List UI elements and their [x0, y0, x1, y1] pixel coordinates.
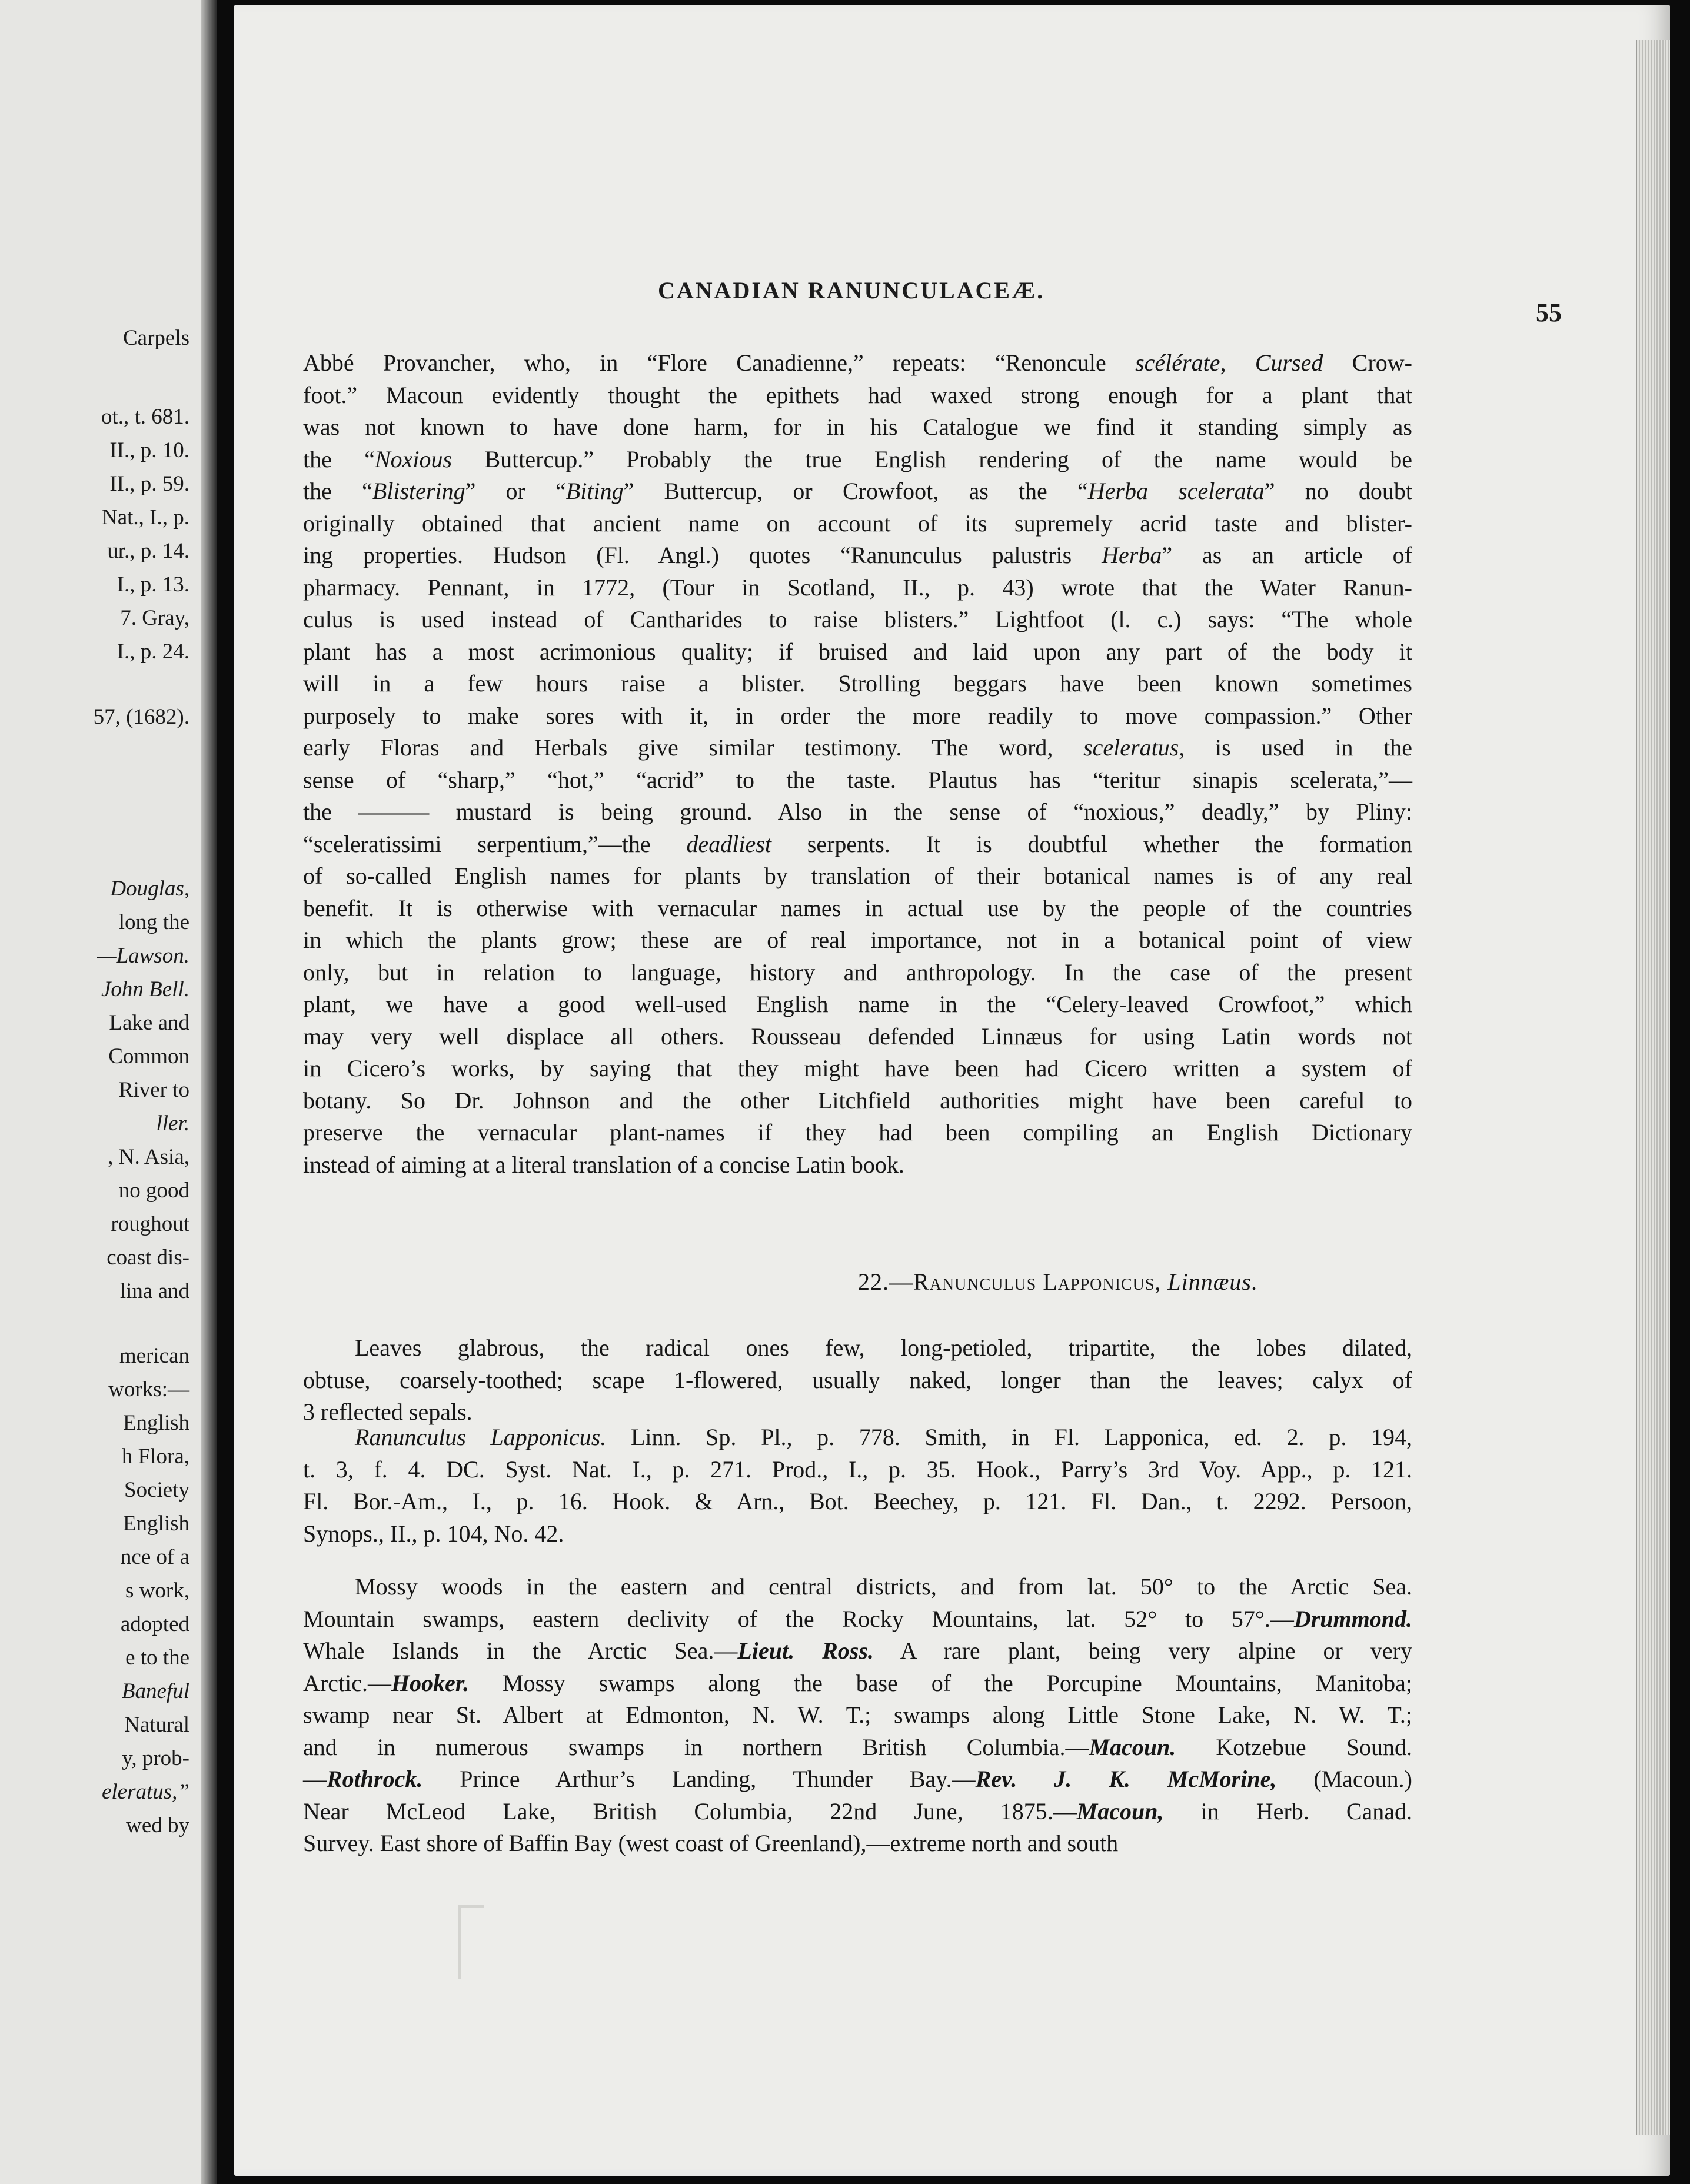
text-line: was not known to have done harm, for in his Catalogue we find it standing simply as	[303, 414, 1412, 440]
text-line: and in numerous swamps in northern British Columbia.—Macoun. Kotzebue Sound.	[303, 1733, 1412, 1760]
text-line: plant, we have a good well-used English name in the “Celery-leaved Crowfoot,” which	[303, 991, 1412, 1017]
facing-page-line: Baneful	[121, 1679, 189, 1703]
text-line: of so-called English names for plants by translation of their botanical names is of any real	[303, 863, 1412, 889]
facing-page-line: e to the	[125, 1646, 189, 1670]
text-line: obtuse, coarsely-toothed; scape 1-flowered, usually naked, longer than the leaves; calyx of	[303, 1366, 1412, 1393]
text-line: —Rothrock. Prince Arthur’s Landing, Thunder Bay.—Rev. J. K. McMorine, (Macoun.)	[303, 1766, 1412, 1792]
text-line: Mossy woods in the eastern and central districts, and from lat. 50° to the Arctic Sea.	[355, 1573, 1412, 1600]
text-line: Synops., II., p. 104, No. 42.	[303, 1520, 564, 1547]
facing-page-line: works:—	[108, 1377, 189, 1401]
facing-page-line: I., p. 24.	[117, 640, 189, 664]
pencil-mark	[458, 1905, 484, 1979]
text-line: Near McLeod Lake, British Columbia, 22nd June, 1875.—Macoun, in Herb. Canad.	[303, 1797, 1413, 1825]
facing-page-line: John Bell.	[101, 977, 189, 1001]
text-line: botany. So Dr. Johnson and the other Litchfield authorities might have been careful to	[303, 1087, 1412, 1114]
facing-page-line: lina and	[119, 1279, 189, 1303]
text-line: “sceleratissimi serpentium,”—the deadliest serpents. It is doubtful whether the formation	[303, 830, 1412, 857]
facing-page-line: II., p. 10.	[109, 438, 189, 462]
text-line: Abbé Provancher, who, in “Flore Canadienne,” repeats: “Renoncule scélérate, Cursed Crow-	[303, 349, 1412, 376]
facing-page-line: ur., p. 14.	[107, 539, 189, 563]
facing-page-line: Society	[124, 1478, 189, 1502]
text-line: originally obtained that ancient name on account of its supremely acrid taste and blister-	[303, 510, 1412, 537]
facing-page-line: no good	[118, 1178, 189, 1203]
facing-page-line: English	[122, 1512, 189, 1536]
species-name: Ranunculus Lapponicus,	[913, 1269, 1162, 1295]
discussion-paragraph	[303, 347, 1412, 1181]
text-line: Leaves glabrous, the radical ones few, long-petioled, tripartite, the lobes dilated,	[355, 1334, 1412, 1361]
text-line: plant has a most acrimonious quality; if bruised and laid upon any part of the body it	[303, 638, 1412, 665]
text-line: pharmacy. Pennant, in 1772, (Tour in Scotland, II., p. 43) wrote that the Water Ranun-	[303, 574, 1412, 601]
facing-page-line: adopted	[120, 1612, 189, 1636]
facing-page-line: wed by	[126, 1813, 189, 1837]
text-line: culus is used instead of Cantharides to raise blisters.” Lightfoot (l. c.) says: “The whole	[303, 606, 1412, 632]
species-habitat	[303, 1571, 1412, 1860]
text-line: t. 3, f. 4. DC. Syst. Nat. I., p. 271. Prod., I., p. 35. Hook., Parry’s 3rd Voy. App., p. 121.	[303, 1456, 1412, 1483]
facing-page-line: roughout	[111, 1212, 189, 1236]
text-line: the “Blistering” or “Biting” Buttercup, or Crowfoot, as the “Herba scelerata” no doubt	[303, 478, 1412, 504]
page-number: 55	[1536, 298, 1562, 327]
text-line: Arctic.—Hooker. Mossy swamps along the base of the Porcupine Mountains, Manitoba;	[303, 1669, 1412, 1696]
species-description	[303, 1332, 1412, 1429]
facing-page-line: Nat., I., p.	[102, 505, 189, 530]
book-page	[234, 5, 1670, 2176]
species-heading	[234, 1268, 1670, 1296]
facing-page-line: nce of a	[120, 1545, 189, 1569]
book-gutter	[201, 0, 217, 2184]
facing-page-line: ot., t. 681.	[101, 405, 189, 429]
facing-page-line: long the	[118, 910, 189, 934]
text-line: early Floras and Herbals give similar testimony. The word, sceleratus, is used in the	[303, 734, 1412, 761]
facing-page-line: ller.	[156, 1111, 189, 1136]
text-line: the ——— mustard is being ground. Also in the sense of “noxious,” deadly,” by Pliny:	[303, 798, 1412, 825]
text-line: Mountain swamps, eastern declivity of the Rocky Mountains, lat. 52° to 57°.—Drummond.	[303, 1605, 1412, 1632]
facing-page	[0, 0, 217, 2184]
text-line: the “Noxious Buttercup.” Probably the true English rendering of the name would be	[303, 445, 1413, 472]
facing-page-line: I., p. 13.	[117, 572, 189, 597]
text-line: Fl. Bor.-Am., I., p. 16. Hook. & Arn., Bot. Beechey, p. 121. Fl. Dan., t. 2292. Persoon,	[303, 1488, 1412, 1514]
facing-page-line: Common	[108, 1044, 189, 1068]
text-line: in which the plants grow; these are of real importance, not in a botanical point of view	[303, 927, 1412, 953]
facing-page-line: y, prob-	[122, 1746, 189, 1770]
text-line: foot.” Macoun evidently thought the epithets had waxed strong enough for a plant that	[303, 381, 1412, 408]
text-line: sense of “sharp,” “hot,” “acrid” to the taste. Plautus has “teritur sinapis scelerata,”—	[303, 766, 1412, 793]
facing-page-line: h Flora,	[121, 1444, 189, 1469]
text-line: may very well displace all others. Rousseau defended Linnæus for using Latin words not	[303, 1023, 1412, 1050]
text-line: only, but in relation to language, history and anthropology. In the case of the present	[303, 958, 1412, 986]
text-line: Ranunculus Lapponicus. Linn. Sp. Pl., p. 778. Smith, in Fl. Lapponica, ed. 2. p. 194,	[355, 1424, 1413, 1450]
text-line: swamp near St. Albert at Edmonton, N. W. T.; swamps along Little Stone Lake, N. W. T.;	[303, 1702, 1412, 1728]
species-synonymy	[303, 1421, 1412, 1550]
text-line: purposely to make sores with it, in order the more readily to move compassion.” Other	[303, 702, 1412, 729]
facing-page-line: coast dis-	[107, 1246, 189, 1270]
text-line: benefit. It is otherwise with vernacular names in actual use by the people of the countries	[303, 894, 1412, 921]
facing-page-line: River to	[118, 1078, 189, 1102]
facing-page-line: 7. Gray,	[120, 606, 189, 630]
text-line: Survey. East shore of Baffin Bay (west coast of Greenland),—extreme north and south	[303, 1830, 1119, 1856]
facing-page-line: 57, (1682).	[93, 705, 189, 729]
text-line: instead of aiming at a literal translation of a concise Latin book.	[303, 1151, 904, 1178]
species-author: Linnæus.	[1167, 1269, 1258, 1295]
facing-page-line: Lake and	[109, 1011, 189, 1035]
text-line: ing properties. Hudson (Fl. Angl.) quotes “Ranunculus palustris Herba” as an article of	[303, 542, 1412, 568]
text-line: 3 reflected sepals.	[303, 1399, 473, 1425]
facing-page-line: eleratus,”	[101, 1780, 189, 1804]
text-line: Whale Islands in the Arctic Sea.—Lieut. Ross. A rare plant, being very alpine or very	[303, 1637, 1412, 1664]
text-line: in Cicero’s works, by saying that they might have been had Cicero written a system of	[303, 1055, 1412, 1081]
facing-page-line: English	[122, 1411, 189, 1435]
facing-page-line: II., p. 59.	[109, 472, 189, 496]
facing-page-line: merican	[119, 1344, 189, 1368]
running-head: CANADIAN RANUNCULACEÆ.	[658, 277, 1045, 304]
text-line: preserve the vernacular plant-names if they had been compiling an English Dictionary	[303, 1119, 1412, 1146]
page-edges	[1636, 40, 1670, 2135]
facing-page-line: —Lawson.	[97, 944, 189, 968]
species-number: 22.—	[858, 1269, 913, 1295]
facing-page-line: Carpels	[122, 326, 189, 350]
facing-page-line: Douglas,	[110, 877, 189, 901]
text-line: will in a few hours raise a blister. Strolling beggars have been known sometimes	[303, 670, 1412, 697]
facing-page-line: s work,	[125, 1579, 189, 1603]
facing-page-line: , N. Asia,	[108, 1145, 189, 1169]
facing-page-line: Natural	[124, 1713, 189, 1737]
